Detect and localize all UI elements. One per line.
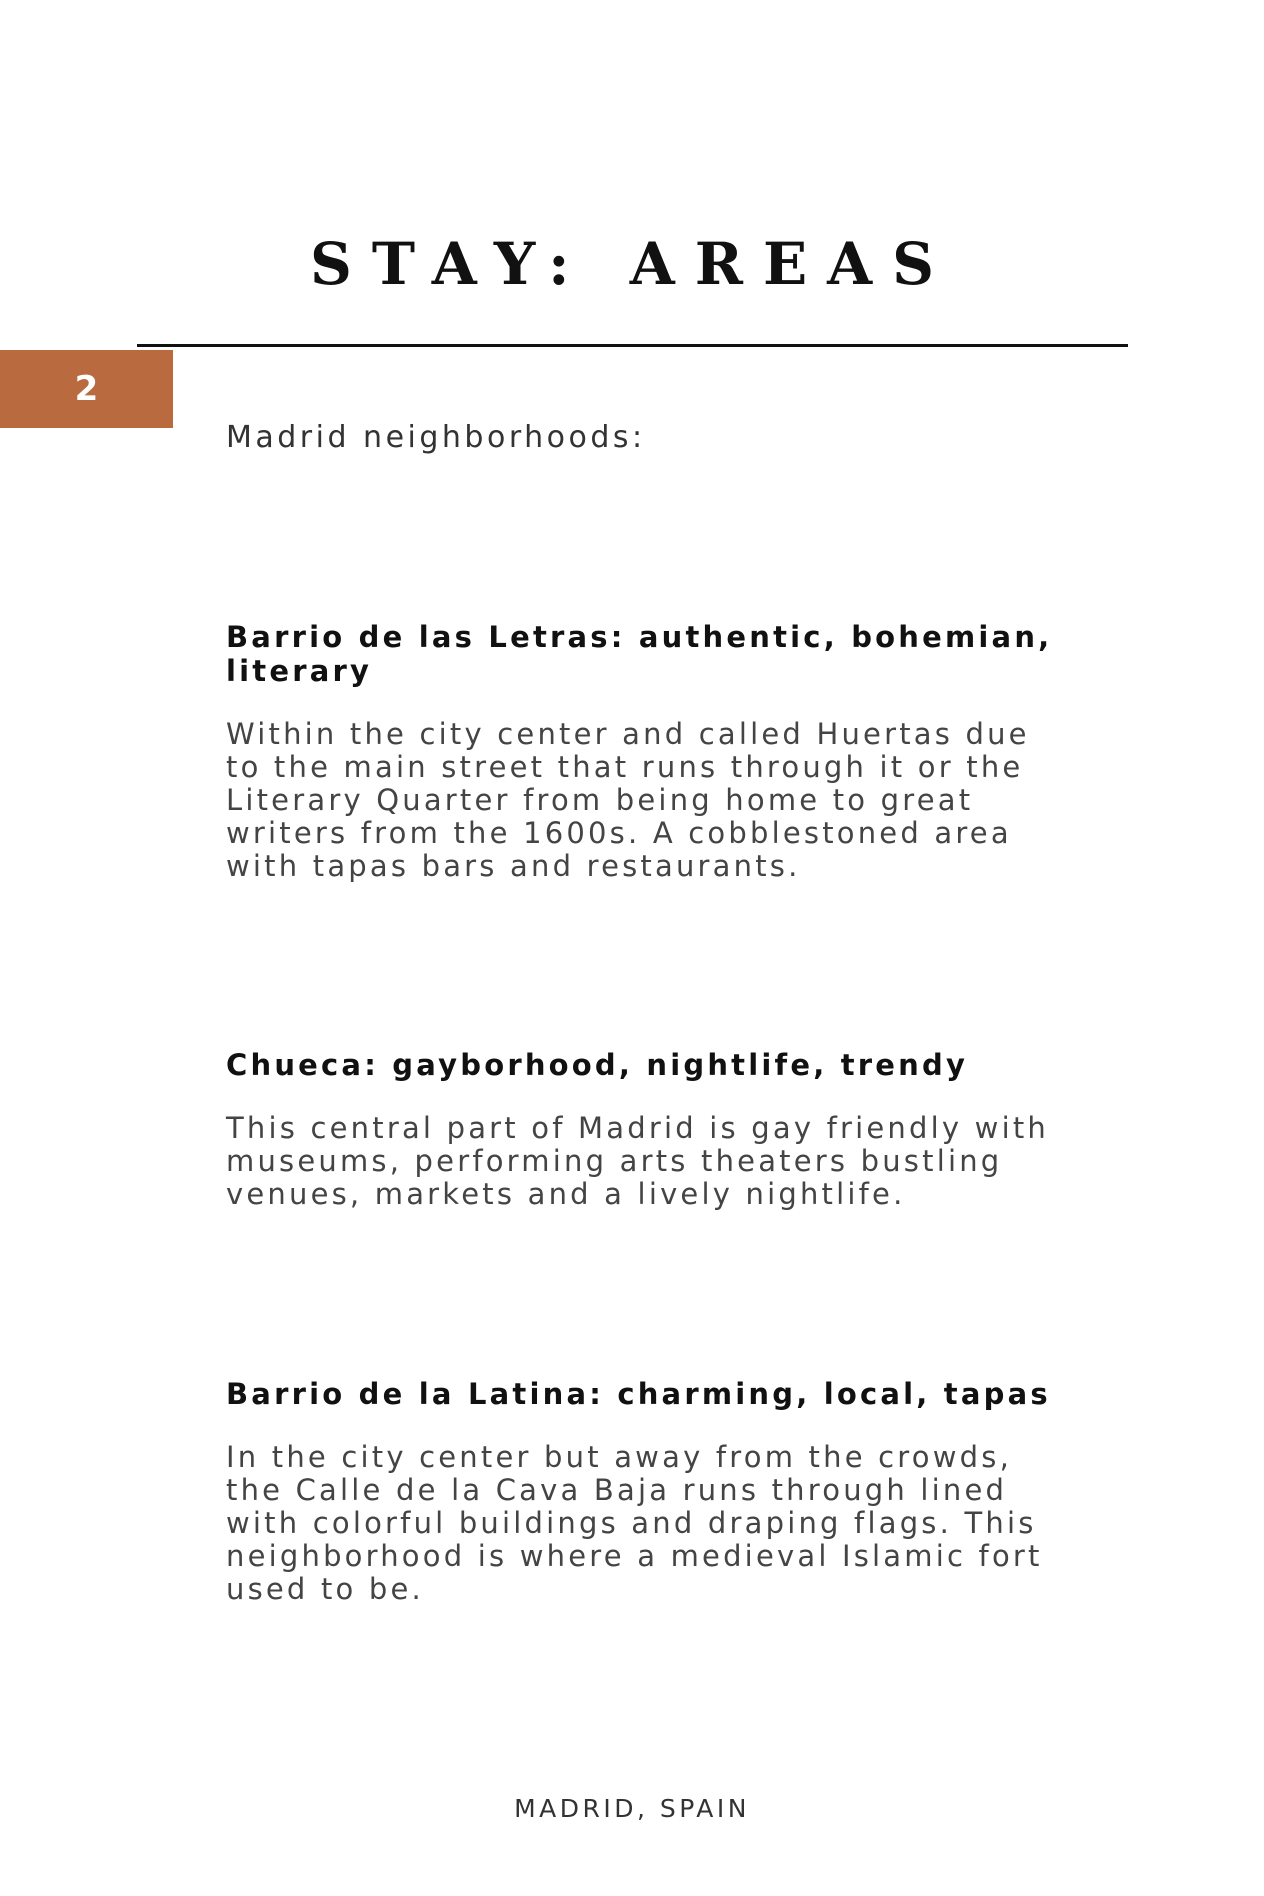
neighborhood-section bbox=[226, 1048, 1066, 1211]
section-heading: Chueca: gayborhood, nightlife, trendy bbox=[226, 1048, 969, 1082]
neighborhood-section bbox=[226, 1377, 1066, 1606]
intro-text: Madrid neighborhoods: bbox=[226, 420, 646, 455]
title-divider bbox=[137, 344, 1128, 347]
page-title: STAY: AREAS bbox=[309, 229, 955, 298]
section-body: This central part of Madrid is gay friendly with museums, performing arts theaters bustling venues, markets and a lively nightlife. bbox=[226, 1111, 1049, 1211]
section-heading: Barrio de la Latina: charming, local, tapas bbox=[226, 1377, 1051, 1411]
section-body: In the city center but away from the crowds, the Calle de la Cava Baja runs through lined with colorful buildings and draping flags. This neighborhood is where a medieval Islamic fort used to be. bbox=[226, 1440, 1043, 1606]
page-number-badge: 2 bbox=[0, 350, 173, 428]
neighborhood-section bbox=[226, 620, 1066, 883]
section-body: Within the city center and called Huertas due to the main street that runs through it or the Literary Quarter from being home to great writers from the 1600s. A cobblestoned area with tapas bars and restaurants. bbox=[226, 717, 1030, 883]
section-heading: Barrio de las Letras: authentic, bohemian, literary bbox=[226, 620, 1053, 688]
footer-location: MADRID, SPAIN bbox=[514, 1794, 750, 1823]
